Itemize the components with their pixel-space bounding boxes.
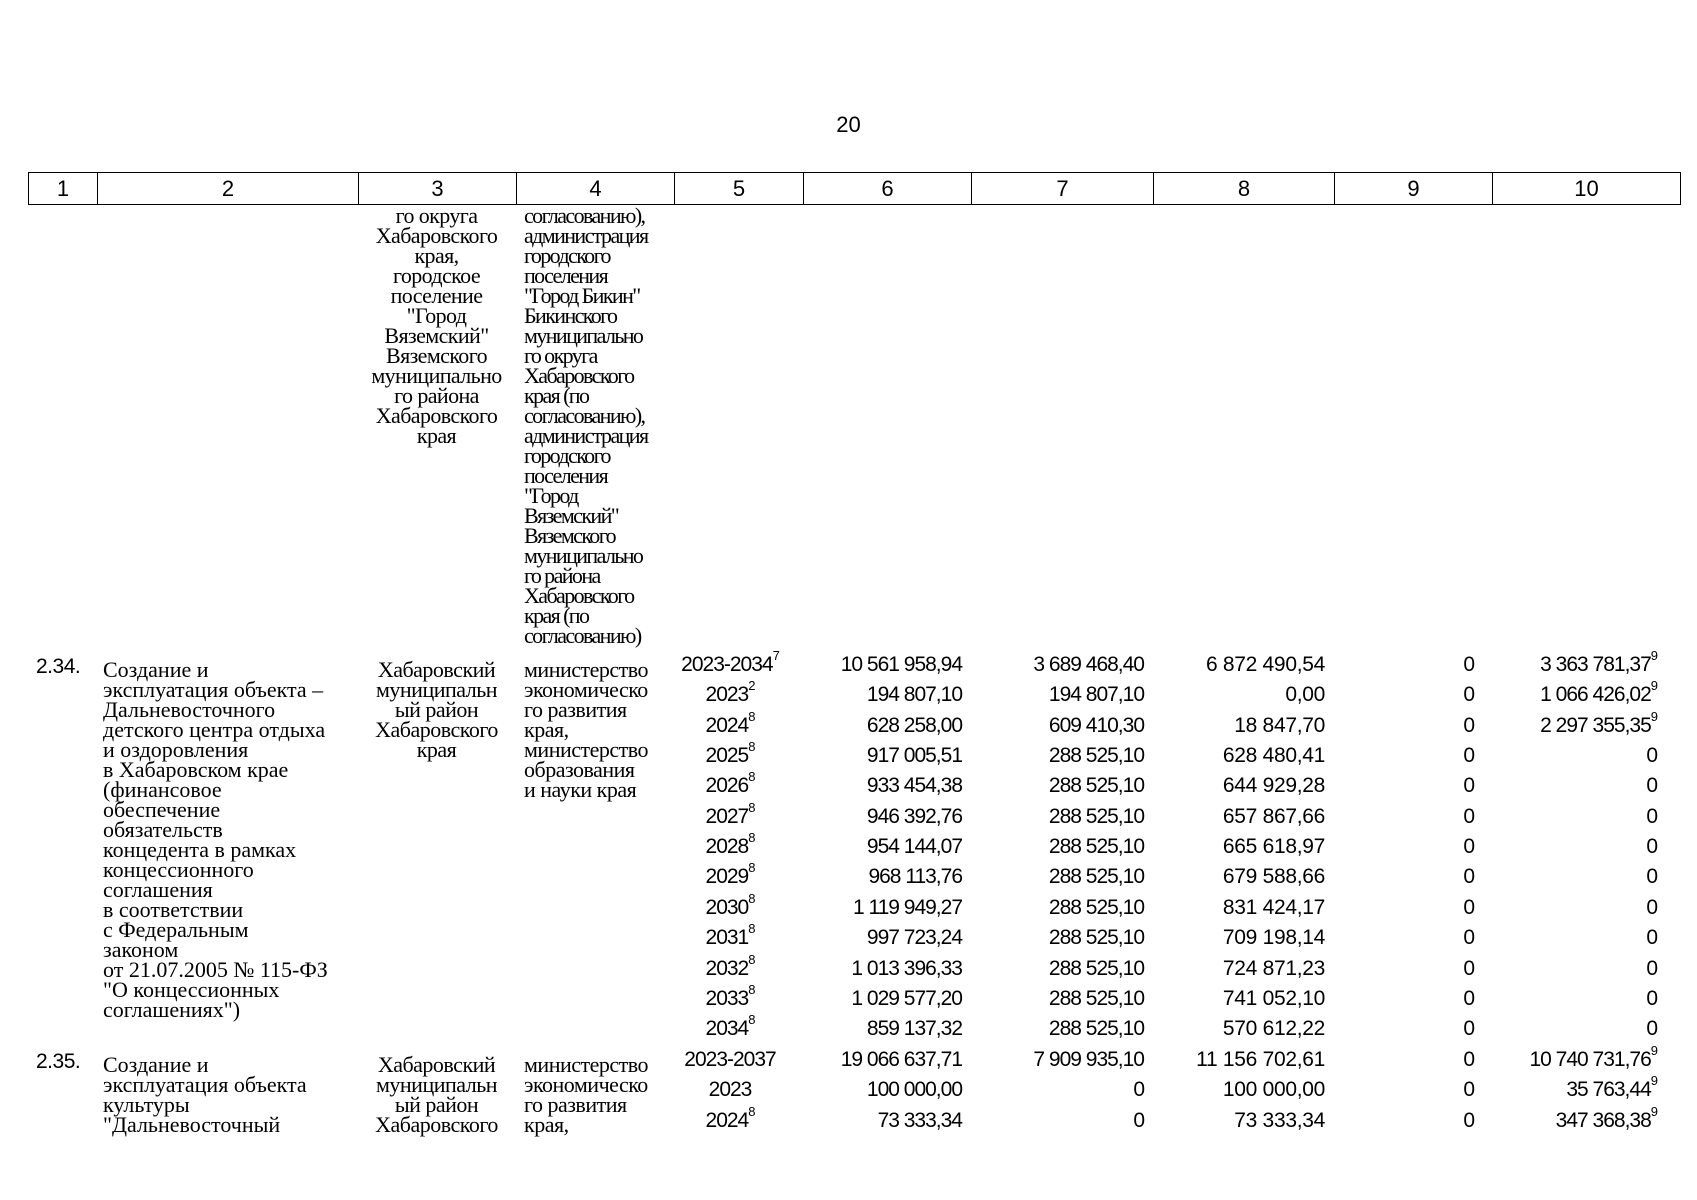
amount-value: 347 368,38 [1555, 1108, 1651, 1132]
territory-line: ый район [394, 1092, 479, 1117]
amount-footnote: 9 [1650, 1103, 1657, 1119]
amount-value: 2 297 355,35 [1540, 713, 1651, 737]
continuation-territory [358, 203, 515, 448]
executor-line: го развития [524, 1092, 627, 1117]
executor-text-line: согласованию), [524, 403, 645, 428]
amount-col-7: 288 525,10 [1048, 986, 1144, 1010]
period-cell [660, 981, 800, 1014]
executor-text-line: согласованию) [524, 623, 641, 648]
project-name-line: и оздоровления [103, 737, 249, 762]
executor-text-line: городского [524, 243, 610, 268]
project-name-line: (финансовое [103, 777, 222, 802]
project-name-line: в соответствии [103, 897, 244, 922]
amount-col-6: 100 000,00 [866, 1078, 962, 1102]
amount-col-9: 0 [1463, 956, 1474, 980]
project-name-line: законом [103, 937, 179, 962]
amount-col-10 [1490, 650, 1657, 680]
executor-text-line: муниципально [524, 323, 643, 348]
amount-col-7: 609 410,30 [1048, 713, 1144, 737]
amount-footnote: 9 [1650, 678, 1657, 694]
amount-value: 1 066 426,02 [1540, 683, 1651, 707]
amount-col-6: 917 005,51 [866, 744, 962, 768]
period-year: 2023 [705, 683, 749, 707]
executor-text-line: "Город Бикин" [524, 283, 640, 308]
amount-value: 10 740 731,76 [1529, 1048, 1651, 1071]
amount-col-8: 644 929,28 [1222, 774, 1325, 798]
amount-col-10 [1490, 680, 1657, 710]
amount-col-10 [1490, 741, 1657, 771]
amount-col-10 [1490, 1103, 1657, 1136]
amount-col-7: 288 525,10 [1048, 835, 1144, 859]
amount-col-9: 0 [1463, 1048, 1474, 1071]
project-name-line: в Хабаровском крае [103, 757, 289, 782]
project-name-line: эксплуатация объекта [103, 1072, 307, 1097]
amount-col-9: 0 [1463, 926, 1474, 950]
amount-col-7: 288 525,10 [1048, 774, 1144, 798]
period-cell [660, 832, 800, 862]
amount-col-9: 0 [1463, 895, 1474, 919]
column-header-table [28, 172, 1681, 205]
amount-value: 0 [1646, 956, 1657, 980]
period-cell [660, 650, 800, 680]
amount-value: 35 763,44 [1566, 1078, 1651, 1102]
period-cell [660, 680, 800, 710]
amount-col-9: 0 [1463, 774, 1474, 798]
period-year: 2029 [705, 865, 749, 889]
project-name [103, 657, 361, 1022]
amount-footnote: 9 [1650, 1043, 1657, 1058]
period-year: 2023-2034 [681, 653, 773, 676]
amount-col-10 [1490, 708, 1657, 741]
amount-col-6: 954 144,07 [866, 835, 962, 859]
period-year: 2024 [705, 1108, 749, 1132]
amount-col-8: 73 333,34 [1234, 1108, 1325, 1132]
amount-col-8: 570 612,22 [1222, 1017, 1325, 1041]
amount-col-7: 7 909 935,10 [1033, 1048, 1144, 1071]
period-footnote: 8 [748, 1012, 755, 1028]
executor-text-line: администрация [524, 423, 648, 448]
continuation-executor [524, 203, 674, 648]
amount-value: 0 [1646, 895, 1657, 919]
project-name-line: Создание и [103, 1052, 209, 1077]
amount-col-9: 0 [1463, 986, 1474, 1010]
amount-col-8: 665 618,97 [1222, 835, 1325, 859]
territory-text-line: Хабаровского [375, 223, 498, 248]
row-number: 2.35. [36, 1050, 81, 1073]
amount-value: 0 [1646, 835, 1657, 859]
project-name-line: соглашения [103, 877, 213, 902]
period-footnote: 7 [772, 648, 779, 663]
period-footnote: 8 [748, 799, 755, 815]
column-header-9: 9 [1335, 173, 1493, 205]
project-name-line: обязательств [103, 817, 223, 842]
amount-col-10 [1490, 923, 1657, 953]
executor-line: края, [524, 1112, 569, 1137]
amount-col-7: 194 807,10 [1048, 683, 1144, 707]
project-name-line: концедента в рамках [103, 837, 297, 862]
executor-line: экономическо [524, 677, 648, 702]
executor-text-line: поселения [524, 463, 608, 488]
period-footnote: 8 [748, 981, 755, 997]
amount-value: 0 [1646, 986, 1657, 1010]
executor-line: края, [524, 717, 569, 742]
period-footnote: 8 [748, 769, 755, 785]
executor-text-line: Вяземский" [524, 503, 619, 528]
amount-col-7: 288 525,10 [1048, 865, 1144, 889]
amount-col-8: 18 847,70 [1234, 713, 1325, 737]
amount-col-8: 709 198,14 [1222, 926, 1325, 950]
amount-col-8: 6 872 490,54 [1205, 653, 1325, 676]
project-name-line: детского центра отдыха [103, 717, 326, 742]
territory-text-line: городское [392, 263, 480, 288]
amount-col-9: 0 [1463, 683, 1474, 707]
territory-line: муниципальн [375, 1072, 498, 1097]
amount-col-7: 288 525,10 [1048, 1017, 1144, 1041]
period-year: 2033 [705, 986, 749, 1010]
column-header-7: 7 [972, 173, 1154, 205]
period-cell [660, 1103, 800, 1136]
territory-text-line: Вяземский" [384, 323, 489, 348]
project-name-line: "О концессионных [103, 977, 280, 1002]
amount-col-9: 0 [1463, 1108, 1474, 1132]
amount-col-10 [1490, 954, 1657, 984]
period-footnote: 8 [748, 860, 755, 876]
period-cell [660, 1014, 800, 1044]
column-header-10: 10 [1493, 173, 1681, 205]
executor-text-line: согласованию), [524, 203, 645, 228]
amount-col-6: 997 723,24 [866, 926, 962, 950]
amount-value: 0 [1646, 804, 1657, 828]
territory-line: муниципальн [375, 677, 498, 702]
column-header-1: 1 [29, 173, 98, 205]
executor-text-line: городского [524, 443, 610, 468]
amount-footnote: 9 [1650, 708, 1657, 724]
project-name-line: эксплуатация объекта – [103, 677, 324, 702]
executor-text-line: края (по [524, 603, 589, 628]
executor [524, 1052, 674, 1137]
amount-col-6: 859 137,32 [866, 1017, 962, 1041]
amount-col-6: 946 392,76 [866, 804, 962, 828]
period-year: 2025 [705, 744, 749, 768]
amount-col-6: 73 333,34 [877, 1108, 962, 1132]
period-year: 2027 [705, 804, 749, 828]
amount-col-8: 741 052,10 [1222, 986, 1325, 1010]
period-cell [660, 862, 800, 892]
period-cell [660, 799, 800, 832]
executor-text-line: поселения [524, 263, 608, 288]
amount-col-9: 0 [1463, 713, 1474, 737]
column-header-row [29, 173, 1681, 205]
territory-text-line: края, [414, 243, 459, 268]
territory-text-line: Хабаровского [375, 403, 498, 428]
amount-col-9: 0 [1463, 1017, 1474, 1041]
period-cell [660, 890, 800, 923]
territory-line: Хабаровского [375, 717, 498, 742]
executor-text-line: Хабаровского [524, 363, 634, 388]
period-cell [660, 741, 800, 771]
amount-col-8: 724 871,23 [1222, 956, 1325, 980]
amount-value: 0 [1646, 744, 1657, 768]
amount-col-8: 657 867,66 [1222, 804, 1325, 828]
column-header-4: 4 [517, 173, 675, 205]
project-name-line: Дальневосточного [103, 697, 276, 722]
amount-col-9: 0 [1463, 804, 1474, 828]
amount-footnote: 9 [1650, 648, 1657, 663]
period-year: 2028 [705, 835, 749, 859]
amount-value: 0 [1646, 926, 1657, 950]
project-name-line: обеспечение [103, 797, 221, 822]
period-year: 2023 [708, 1078, 752, 1102]
territory-text-line: края [416, 423, 457, 448]
amount-value: 3 363 781,37 [1540, 653, 1651, 676]
amount-col-8: 11 156 702,61 [1196, 1048, 1325, 1071]
period-footnote: 8 [748, 708, 755, 724]
amount-col-9: 0 [1463, 744, 1474, 768]
executor-line: министерство [524, 1052, 649, 1077]
executor [524, 657, 674, 802]
executor-text-line: администрация [524, 223, 648, 248]
period-footnote: 8 [748, 951, 755, 967]
period-year: 2023-2037 [684, 1048, 776, 1071]
territory-line: Хабаровского [375, 1112, 498, 1137]
amount-value: 0 [1646, 774, 1657, 798]
amount-col-7: 3 689 468,40 [1033, 653, 1144, 676]
project-name [103, 1052, 361, 1137]
amount-col-8: 628 480,41 [1222, 744, 1325, 768]
column-header-5: 5 [675, 173, 804, 205]
project-name-line: от 21.07.2005 № 115-ФЗ [103, 957, 328, 982]
period-cell [660, 1045, 800, 1075]
amount-value: 0 [1646, 865, 1657, 889]
amount-col-9: 0 [1463, 1078, 1474, 1102]
amount-col-9: 0 [1463, 865, 1474, 889]
territory-line: ый район [394, 697, 479, 722]
period-year: 2032 [705, 956, 749, 980]
executor-line: образования [524, 757, 635, 782]
amount-col-10 [1490, 1075, 1657, 1105]
amount-col-10 [1490, 893, 1657, 923]
amount-col-8: 679 588,66 [1222, 865, 1325, 889]
period-footnote: 8 [748, 921, 755, 937]
amount-col-10 [1490, 1014, 1657, 1044]
amount-col-9: 0 [1463, 835, 1474, 859]
period-year: 2030 [705, 895, 749, 919]
amount-col-8: 0,00 [1285, 683, 1325, 707]
amount-col-7: 288 525,10 [1048, 926, 1144, 950]
period-cell [660, 708, 800, 741]
amount-col-7: 288 525,10 [1048, 804, 1144, 828]
territory [358, 1052, 515, 1137]
project-name-line: культуры [103, 1092, 190, 1117]
period-cell [660, 1075, 800, 1105]
executor-text-line: Хабаровского [524, 583, 634, 608]
row-number: 2.34. [36, 655, 81, 678]
territory-text-line: "Город [406, 303, 467, 328]
amount-col-6: 1 119 949,27 [852, 895, 962, 919]
amount-col-7: 0 [1133, 1078, 1144, 1102]
executor-text-line: го района [524, 563, 600, 588]
amount-value: 0 [1646, 1017, 1657, 1041]
executor-line: министерство [524, 737, 649, 762]
amount-col-7: 288 525,10 [1048, 895, 1144, 919]
executor-line: и науки края [524, 777, 637, 802]
amount-col-7: 288 525,10 [1048, 744, 1144, 768]
project-name-line: концессионного [103, 857, 254, 882]
amount-col-10 [1490, 1045, 1657, 1075]
amount-col-7: 288 525,10 [1048, 956, 1144, 980]
amount-col-10 [1490, 802, 1657, 832]
amount-col-6: 1 013 396,33 [851, 956, 962, 980]
period-footnote: 8 [748, 830, 755, 846]
page-number: 20 [836, 112, 861, 137]
period-footnote: 8 [748, 890, 755, 906]
amount-col-6: 10 561 958,94 [840, 653, 962, 676]
executor-text-line: Вяземского [524, 523, 615, 548]
amount-col-7: 0 [1133, 1108, 1144, 1132]
amount-col-6: 1 029 577,20 [851, 986, 962, 1010]
period-cell [660, 951, 800, 984]
column-header-3: 3 [359, 173, 517, 205]
executor-text-line: "Город [524, 483, 578, 508]
amount-col-6: 19 066 637,71 [840, 1048, 962, 1071]
amount-col-6: 194 807,10 [866, 683, 962, 707]
executor-text-line: муниципально [524, 543, 643, 568]
project-name-line: с Федеральным [103, 917, 249, 942]
period-year: 2034 [705, 1017, 749, 1041]
amount-col-8: 100 000,00 [1222, 1078, 1325, 1102]
period-footnote: 8 [748, 739, 755, 755]
territory-text-line: го района [394, 383, 479, 408]
amount-col-10 [1490, 984, 1657, 1014]
territory-line: Хабаровский [377, 1052, 496, 1077]
executor-line: экономическо [524, 1072, 648, 1097]
territory [358, 657, 515, 762]
amount-col-6: 933 454,38 [866, 774, 962, 798]
project-name-line: соглашениях") [103, 997, 241, 1022]
amount-col-6: 968 113,76 [868, 865, 962, 889]
territory-line: края [416, 737, 457, 762]
project-name-line: "Дальневосточный [103, 1112, 281, 1137]
executor-text-line: края (по [524, 383, 589, 408]
executor-text-line: Бикинского [524, 303, 617, 328]
territory-text-line: поселение [390, 283, 483, 308]
period-year: 2026 [705, 774, 749, 798]
column-header-2: 2 [98, 173, 359, 205]
territory-text-line: го округа [395, 203, 478, 228]
territory-line: Хабаровский [377, 657, 496, 682]
amount-col-8: 831 424,17 [1222, 895, 1325, 919]
amount-col-6: 628 258,00 [866, 713, 962, 737]
column-header-6: 6 [804, 173, 972, 205]
executor-line: министерство [524, 657, 649, 682]
period-footnote: 2 [748, 678, 755, 694]
executor-text-line: го округа [524, 343, 597, 368]
period-year: 2024 [705, 713, 749, 737]
territory-text-line: Вяземского [386, 343, 487, 368]
period-footnote: 8 [748, 1103, 755, 1119]
period-cell [660, 771, 800, 801]
amount-col-9: 0 [1463, 653, 1474, 676]
amount-col-10 [1490, 862, 1657, 892]
period-year: 2031 [705, 926, 749, 950]
project-name-line: Создание и [103, 657, 209, 682]
column-header-8: 8 [1154, 173, 1335, 205]
amount-col-10 [1490, 771, 1657, 801]
territory-text-line: муниципально [371, 363, 502, 388]
executor-line: го развития [524, 697, 627, 722]
period-cell [660, 923, 800, 953]
amount-col-10 [1490, 832, 1657, 862]
amount-footnote: 9 [1650, 1073, 1657, 1089]
